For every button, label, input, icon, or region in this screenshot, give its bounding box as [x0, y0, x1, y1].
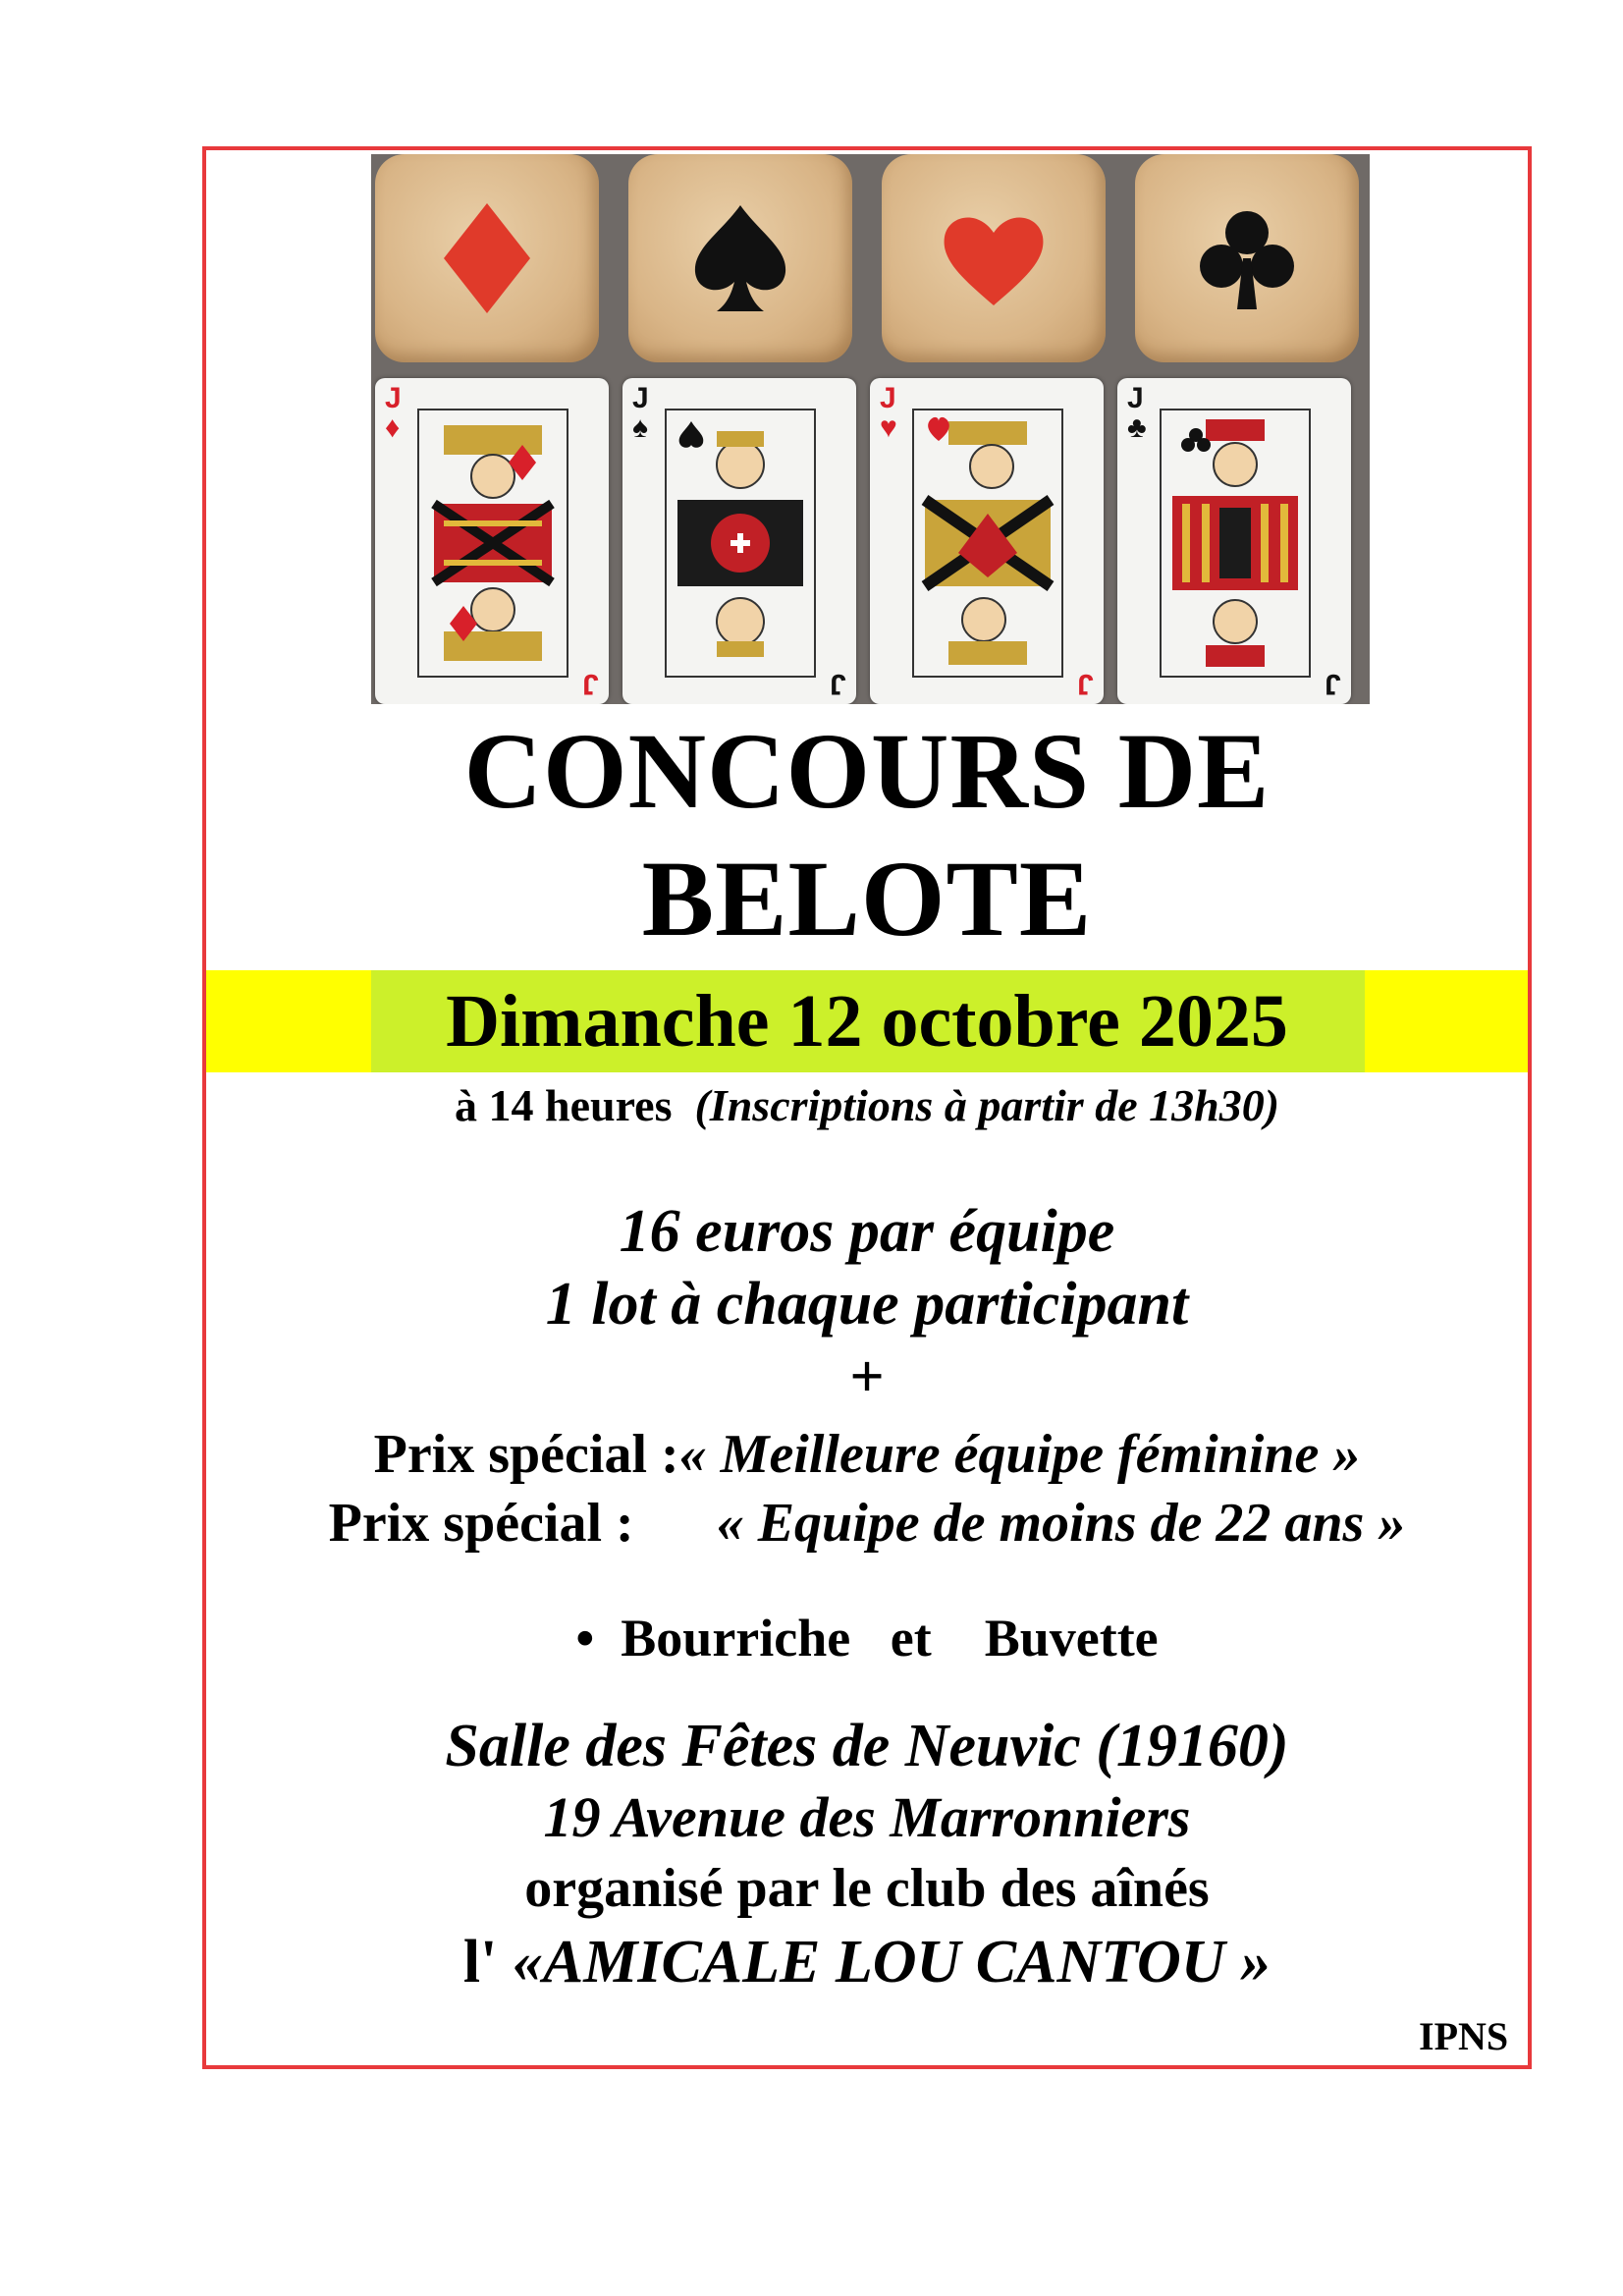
- diamond-icon: [428, 199, 546, 317]
- organizer-prefix: l': [462, 1929, 498, 1995]
- die-spade: [628, 154, 852, 362]
- event-time: [202, 1078, 1532, 1133]
- venue-name: Salle des Fêtes de Neuvic (19160): [445, 1713, 1289, 1779]
- organizer-intro: organisé par le club des aînés: [524, 1858, 1210, 1919]
- card-index: J ♣: [1127, 382, 1147, 444]
- title-line-1: CONCOURS DE: [463, 711, 1271, 831]
- special-prize-2: [202, 1491, 1532, 1556]
- card-index: J ♠: [632, 382, 649, 444]
- jack-figure-icon: [1157, 406, 1314, 681]
- prize-line: 1 lot à chaque participant: [545, 1271, 1189, 1338]
- card-index-bottom: J: [1325, 668, 1341, 700]
- card-jack-spades: [622, 378, 856, 704]
- special-prize-label: Prix spécial :: [328, 1493, 634, 1554]
- card-index: J ♥: [880, 382, 897, 444]
- bullet: •: [575, 1609, 595, 1667]
- organizer-name: «AMICALE LOU CANTOU »: [512, 1929, 1271, 1995]
- die-diamond: [375, 154, 599, 362]
- card-index-bottom: J: [830, 668, 846, 700]
- club-icon: [1188, 199, 1306, 317]
- ipns-mention: IPNS: [1419, 2014, 1509, 2058]
- jack-figure-icon: [662, 406, 819, 681]
- card-index-bottom: J: [582, 668, 599, 700]
- registration-time: (Inscriptions à partir de 13h30): [694, 1080, 1280, 1130]
- heart-icon: [935, 199, 1053, 317]
- card-jack-hearts: [870, 378, 1104, 704]
- special-prize-value: « Equipe de moins de 22 ans »: [716, 1493, 1406, 1554]
- jack-figure-icon: [414, 406, 571, 681]
- event-date: Dimanche 12 octobre 2025: [446, 980, 1288, 1063]
- extras-line: [202, 1607, 1532, 1669]
- special-prize-value: « Meilleure équipe féminine »: [678, 1424, 1361, 1485]
- die-heart: [882, 154, 1106, 362]
- card-index-bottom: J: [1077, 668, 1094, 700]
- spade-icon: [681, 199, 799, 317]
- price-line: 16 euros par équipe: [619, 1198, 1115, 1265]
- bourriche: Bourriche: [621, 1609, 851, 1667]
- header-photo: [371, 154, 1370, 704]
- die-club: [1135, 154, 1359, 362]
- cards-row: [371, 368, 1370, 704]
- card-jack-clubs: [1117, 378, 1351, 704]
- venue-address: 19 Avenue des Marronniers: [543, 1785, 1191, 1849]
- special-prize-label: Prix spécial :: [373, 1424, 679, 1485]
- card-index: J ♦: [385, 382, 402, 444]
- dice-row: [371, 154, 1370, 365]
- special-prize-1: [202, 1422, 1532, 1487]
- buvette: Buvette: [984, 1609, 1159, 1667]
- jack-figure-icon: [909, 406, 1066, 681]
- conjunction: et: [890, 1609, 932, 1667]
- start-time: à 14 heures: [454, 1080, 673, 1130]
- card-jack-diamonds: [375, 378, 609, 704]
- title-line-2: BELOTE: [641, 839, 1093, 958]
- plus-sign: +: [849, 1343, 885, 1410]
- organizer-line: [202, 1927, 1532, 1997]
